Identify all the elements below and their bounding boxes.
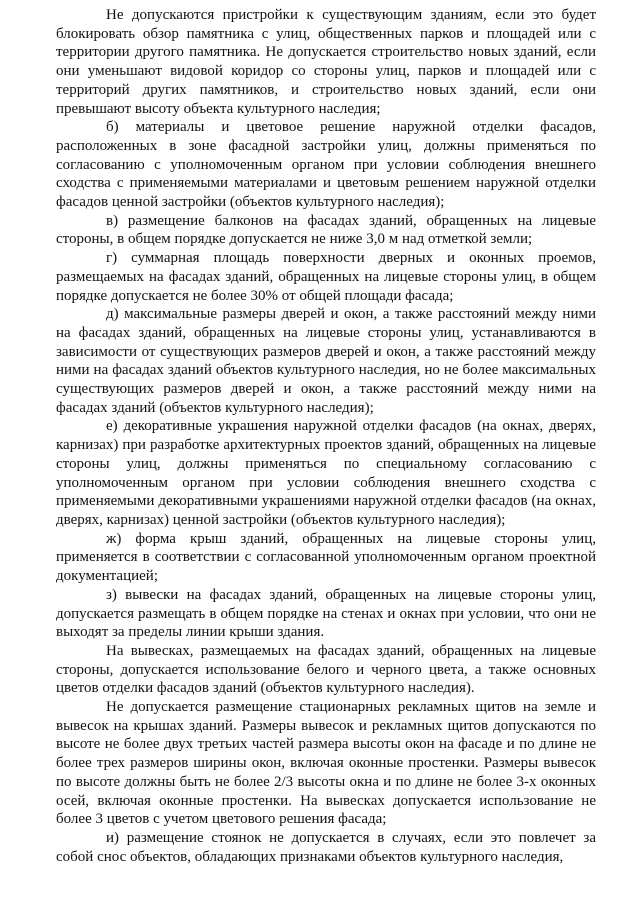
- paragraph-item-g: г) суммарная площадь поверхности дверных и оконных проемов, размещаемых на фасадах зданий, обращенных на лицевые стороны улиц, в общем порядке допускается не более 30% от общей площади фасада;: [56, 250, 596, 304]
- paragraph-signage-colors: На вывесках, размещаемых на фасадах зданий, обращенных на лицевые стороны, допускается использование белого и черного цвета, а также основных цветов отделки фасадов зданий (объектов культурного наследия).: [56, 642, 596, 697]
- paragraph-item-d: д) максимальные размеры дверей и окон, а также расстояний между ними на фасадах зданий, обращенных на лицевые стороны улиц, устанавливаются в зависимости от существующих размеров дверей и окон, а также расстояний между ними на фасадах зданий объектов культурного наследия, но не более максимальных существующих размеров дверей и окон, а также расстояний между ними на фасадах зданий (объектов культурного наследия);: [56, 306, 596, 416]
- paragraph-item-e: е) декоративные украшения наружной отделки фасадов (на окнах, дверях, карнизах) при разработке архитектурных проектов зданий, обращенных на лицевые стороны улиц, должны применяться по специальному согласованию с уполномоченным органом при условии соблюдения внешнего сходства с применяемыми декоративными украшениями наружной отделки фасадов (на окнах, дверях, карнизах) ценной застройки (объектов культурного наследия);: [56, 418, 596, 528]
- paragraph-item-zh: ж) форма крыш зданий, обращенных на лицевые стороны улиц, применяется в соответствии с согласованной уполномоченным органом проектной документацией;: [56, 530, 596, 585]
- paragraph-item-z: з) вывески на фасадах зданий, обращенных на лицевые стороны улиц, допускается размещать в общем порядке на стенах и окнах при условии, что они не выходят за пределы линии крыши здания.: [56, 586, 596, 641]
- document-page: [56, 6, 596, 866]
- paragraph-item-i: и) размещение стоянок не допускается в случаях, если это повлечет за собой снос объектов, обладающих признаками объектов культурного наследия,: [56, 829, 596, 865]
- paragraph-item-b: б) материалы и цветовое решение наружной отделки фасадов, расположенных в зоне фасадной застройки улиц, должны применяться по согласованию с уполномоченным органом при условии соблюдения внешнего сходства с применяемыми материалами и цветовым решением наружной отделки фасадов ценной застройки (объектов культурного наследия);: [56, 119, 596, 211]
- paragraph-extensions: Не допускаются пристройки к существующим зданиям, если это будет блокировать обзор памятника с улиц, общественных парков и площадей или с территории другого памятника. Не допускается строительство новых зданий, если они уменьшают видовой коридор со стороны улиц, парков и площадей или с территорий других памятников, и строительство новых зданий, если они превышают высоту объекта культурного наследия;: [56, 7, 596, 117]
- paragraph-item-v: в) размещение балконов на фасадах зданий, обращенных на лицевые стороны, в общем порядке допускается не ниже 3,0 м над отметкой земли;: [56, 212, 596, 248]
- paragraph-advertising: Не допускается размещение стационарных рекламных щитов на земле и вывесок на крышах зданий. Размеры вывесок и рекламных щитов допускаются по высоте не более двух третьих частей размера высоты окон на фасаде и по длине не более трех размеров ширины окон, включая оконные простенки. Размеры вывесок по высоте должны быть не более 2/3 высоты окна и по длине не более 3-х оконных осей, включая оконные простенки. На вывесках допускается использование не более 3 цветов с учетом цветового решения фасада;: [56, 699, 596, 828]
